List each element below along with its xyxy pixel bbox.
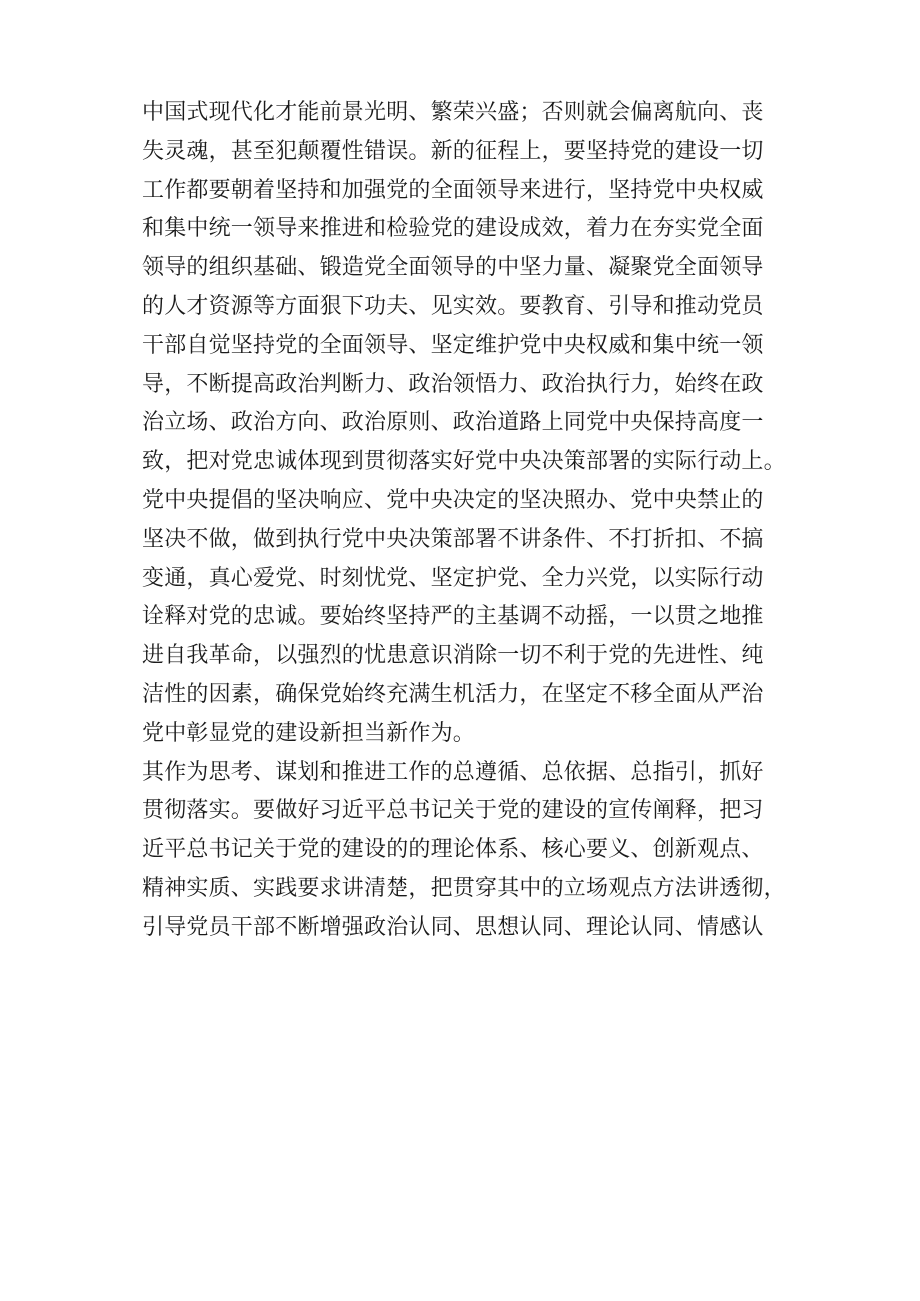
- text-line: 致，把对党忠诚体现到贯彻落实好党中央决策部署的实际行动上。: [142, 449, 786, 475]
- text-line: 诠释对党的忠诚。要始终坚持严的主基调不动摇，一以贯之地推: [142, 604, 764, 630]
- body-text: [142, 94, 802, 948]
- text-line: 党中彰显党的建设新担当新作为。: [142, 720, 476, 746]
- text-line: 失灵魂，甚至犯颠覆性错误。新的征程上，要坚持党的建设一切: [142, 138, 764, 164]
- text-line: 贯彻落实。要做好习近平总书记关于党的建设的宣传阐释，把习: [142, 798, 764, 824]
- text-line: 和集中统一领导来推进和检验党的建设成效，着力在夯实党全面: [142, 216, 764, 242]
- text-line: 近平总书记关于党的建设的的理论体系、核心要义、创新观点、: [142, 837, 764, 863]
- text-line: 洁性的因素，确保党始终充满生机活力，在坚定不移全面从严治: [142, 681, 764, 707]
- text-line: 其作为思考、谋划和推进工作的总遵循、总依据、总指引，抓好: [142, 759, 764, 785]
- text-line: 党中央提倡的坚决响应、党中央决定的坚决照办、党中央禁止的: [142, 487, 764, 513]
- text-line: 导，不断提高政治判断力、政治领悟力、政治执行力，始终在政: [142, 371, 764, 397]
- text-line: 中国式现代化才能前景光明、繁荣兴盛；否则就会偏离航向、丧: [142, 100, 764, 125]
- text-line: 进自我革命，以强烈的忧患意识消除一切不利于党的先进性、纯: [142, 643, 764, 669]
- text-line: 治立场、政治方向、政治原则、政治道路上同党中央保持高度一: [142, 410, 764, 436]
- text-line: 坚决不做，做到执行党中央决策部署不讲条件、不打折扣、不搞: [142, 526, 764, 552]
- text-line: 变通，真心爱党、时刻忧党、坚定护党、全力兴党，以实际行动: [142, 565, 764, 591]
- text-line: 干部自觉坚持党的全面领导、坚定维护党中央权威和集中统一领: [142, 332, 764, 358]
- text-line: 精神实质、实践要求讲清楚，把贯穿其中的立场观点方法讲透彻，: [142, 875, 786, 901]
- text-line: 的人才资源等方面狠下功夫、见实效。要教育、引导和推动党员: [142, 293, 764, 319]
- text-line: 领导的组织基础、锻造党全面领导的中坚力量、凝聚党全面领导: [142, 255, 764, 281]
- text-line: 工作都要朝着坚持和加强党的全面领导来进行，坚持党中央权威: [142, 177, 764, 203]
- text-line: 引导党员干部不断增强政治认同、思想认同、理论认同、情感认: [142, 914, 764, 940]
